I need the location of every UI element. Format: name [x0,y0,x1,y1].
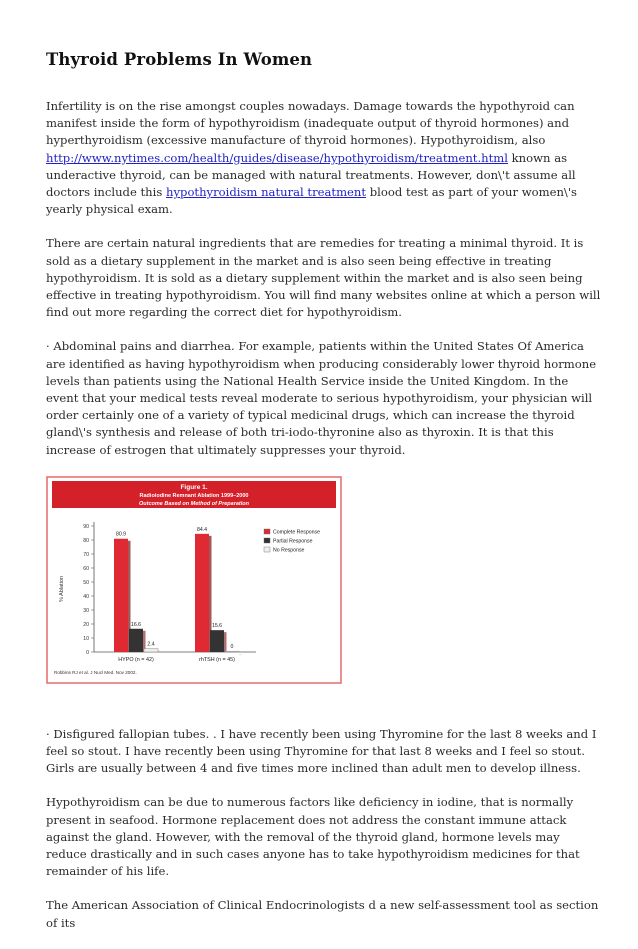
y-tick-label-40: 40 [83,593,89,600]
bar-value-label-1-1: 15.6 [211,623,223,630]
natural-treatment-link[interactable]: hypothyroidism natural treatment [166,185,367,200]
article-body [46,98,602,949]
figure-subtitle: Outcome Based on Method of Preparation [138,500,250,507]
bar-partial-response-1 [210,630,224,652]
y-tick-label-30: 30 [83,607,89,614]
figure-number: Figure 1. [180,483,208,491]
y-tick-label-90: 90 [83,523,89,530]
bar-value-label-1-0: 16.6 [130,621,142,628]
bar-value-label-2-0: 2.4 [147,641,155,648]
y-tick-label-80: 80 [83,537,89,544]
y-axis-label: % Ablation [59,575,65,602]
legend-swatch-1 [264,538,270,543]
page-title: Thyroid Problems In Women [46,50,313,69]
y-tick-label-10: 10 [83,635,89,642]
bar-complete-response-1 [195,534,209,652]
bar-side-2-1 [239,654,242,655]
paragraph-1-text-a: Infertility is on the rise amongst couples nowadays. Damage towards the hypothyroid can manifest inside the form of hypothyroidism (inadequate output of thyroid hormones) and hyperthyroidism (excessive manufacture of thyroid hormones). Hypothyroidism, also [46,99,575,148]
legend-swatch-0 [264,529,270,534]
y-tick-label-20: 20 [83,621,89,628]
ablation-bar-chart [46,476,342,684]
paragraph-4: · Disfigured fallopian tubes. . I have recently been using Thyromine for the last 8 weeks and I feel so stout. I have recently been using Thyromine for that last 8 weeks and I feel so stout. Girls are usually between 4 and five times more inclined than adult men to develop illness. [46,726,597,776]
y-tick-label-0: 0 [86,649,89,656]
bar-value-label-0-1: 84.4 [196,526,208,533]
bar-partial-response-0 [129,629,143,652]
paragraph-1-text-b: known as underactive thyroid, can be managed with natural treatments. However, don\'t assume all doctors include this [46,150,576,200]
bar-value-label-2-1: 0 [230,644,234,651]
figure-citation: Robbins RJ et al. J Nucl Med. Nov 2002. [54,669,137,675]
bar-side-2-0 [158,650,161,651]
legend-label-2: No Response [273,547,305,554]
ablation-chart-figure [46,476,342,684]
bar-complete-response-0 [114,539,128,652]
legend-label-1: Partial Response [273,538,313,545]
figure-title: Radioiodine Remnant Ablation 1999–2000 [139,492,249,499]
y-tick-label-70: 70 [83,551,89,558]
y-tick-label-60: 60 [83,565,89,572]
paragraph-2: There are certain natural ingredients that are remedies for treating a minimal thyroid. It is sold as a dietary supplement in the market and is also seen being effective in treating hypothyroidism. It is sold as a dietary supplement within the market and is also seen being effective in treating hypothyroidism. You will find many websites online at which a person will find out more regarding the correct diet for hypothyroidism. [46,236,601,320]
bar-no-response-1 [225,651,239,652]
bar-no-response-0 [144,648,158,651]
paragraph-6: The American Association of Clinical Endocrinologists d a new self-assessment tool as section of its [46,898,599,930]
nytimes-link[interactable]: http://www.nytimes.com/health/guides/disease/hypothyroidism/treatment.html [46,150,508,165]
paragraph-1 [46,98,602,218]
y-tick-label-50: 50 [83,579,89,586]
bar-side-1-1 [224,632,227,652]
paragraph-5: Hypothyroidism can be due to numerous factors like deficiency in iodine, that is normally present in seafood. Hormone replacement does not address the constant immune attack against the gland. However, with the removal of the thyroid gland, hormone levels may reduce drastically and in such cases anyone has to take hypothyroidism medicines for that remainder of his life. [46,795,580,879]
bar-value-label-0-0: 80.9 [115,531,127,538]
paragraph-3: · Abdominal pains and diarrhea. For example, patients within the United States Of America are identified as having hypothyroidism when producing considerably lower thyroid hormone levels than patients using the National Health Service inside the United Kingdom. In the event that your medical tests reveal moderate to serious hypothyroidism, your physician will order certainly one of a variety of typical medicinal drugs, which can increase the thyroid gland\'s synthesis and release of both tri-iodo-thyronine also as thyroxin. It is that this increase of estrogen that ultimately suppresses your thyroid. [46,339,597,457]
paragraph-1-text-c: blood test as part of your women\'s yearly physical exam. [46,185,577,217]
legend-swatch-2 [264,547,270,552]
x-category-label-0: HYPO (n = 42) [118,656,154,663]
legend-label-0: Complete Response [273,529,321,536]
x-category-label-1: rhTSH (n = 45) [199,656,235,663]
